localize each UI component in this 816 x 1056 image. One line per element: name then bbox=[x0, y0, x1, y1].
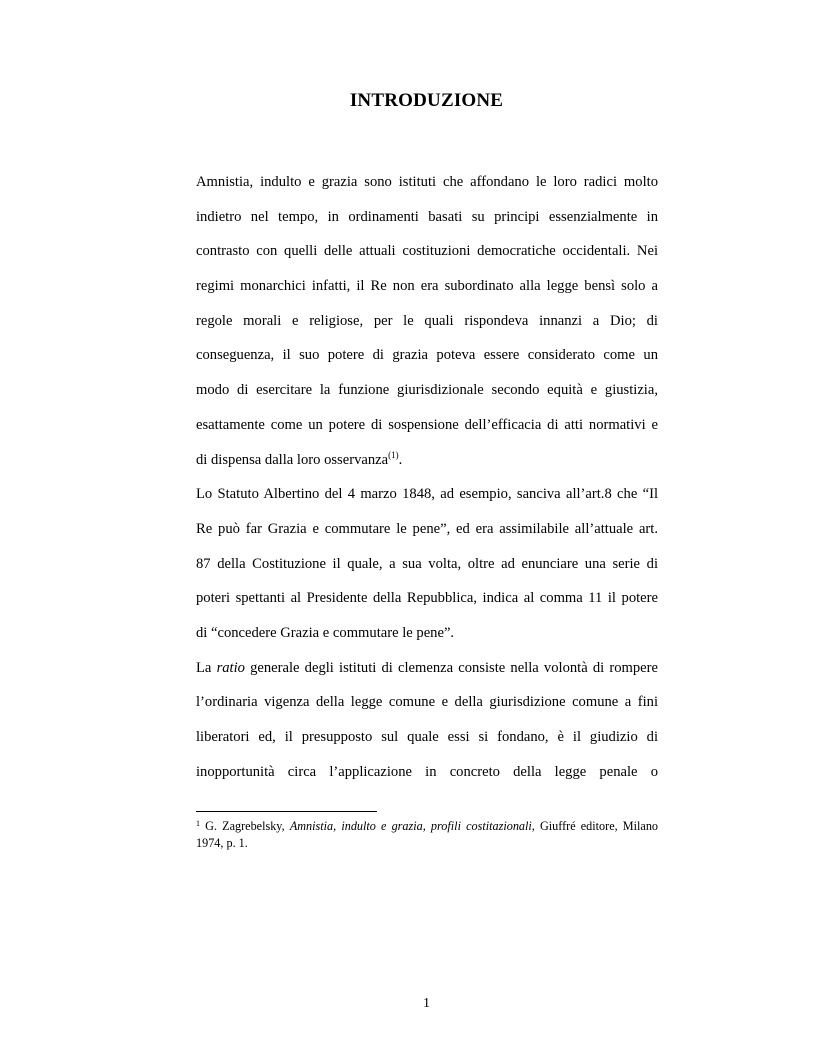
text-line: contrasto con quelli delle attuali costituzioni democratiche occidentali. Nei bbox=[196, 243, 658, 260]
text-line: Lo Statuto Albertino del 4 marzo 1848, ad esempio, sanciva all’art.8 che “Il bbox=[196, 486, 658, 503]
body-text bbox=[196, 165, 658, 789]
text-fragment: generale degli istituti di clemenza consiste nella volontà di rompere bbox=[250, 659, 658, 676]
text-fragment: di dispensa dalla loro osservanza bbox=[196, 451, 389, 468]
text-line: indietro nel tempo, in ordinamenti basati su principi essenzialmente in bbox=[196, 208, 658, 225]
text-fragment: La bbox=[196, 659, 212, 676]
text-line: esattamente come un potere di sospensione dell’efficacia di atti normativi e bbox=[196, 416, 658, 433]
footnote-number: 1 bbox=[196, 819, 200, 828]
footnote-divider bbox=[196, 811, 377, 812]
text-line: l’ordinaria vigenza della legge comune e della giurisdizione comune a fini bbox=[196, 694, 658, 711]
text-line bbox=[196, 651, 658, 686]
text-line: poteri spettanti al Presidente della Repubblica, indica al comma 11 il potere bbox=[196, 590, 658, 607]
italic-term: ratio bbox=[216, 659, 245, 676]
footnote-publisher: , Giuffré editore, Milano bbox=[531, 819, 658, 833]
footnote bbox=[196, 818, 658, 852]
page-title: INTRODUZIONE bbox=[349, 90, 504, 111]
text-line: inopportunità circa l’applicazione in concreto della legge penale o bbox=[196, 763, 658, 780]
page-number: 1 bbox=[423, 996, 430, 1011]
text-line: Amnistia, indulto e grazia sono istituti che affondano le loro radici molto bbox=[196, 174, 658, 190]
text-line: liberatori ed, il presupposto sul quale essi si fondano, è il giudizio di bbox=[196, 729, 658, 745]
footnote-line: 1974, p. 1. bbox=[196, 836, 248, 850]
text-line: regimi monarchici infatti, il Re non era subordinato alla legge bensì solo a bbox=[196, 278, 658, 295]
text-line: regole morali e religiose, per le quali rispondeva innanzi a Dio; di bbox=[196, 312, 658, 329]
footnote-line bbox=[196, 818, 658, 835]
text-line bbox=[196, 443, 658, 478]
text-fragment: . bbox=[398, 451, 403, 468]
footnote-title: Amnistia, indulto e grazia, profili costitazionali bbox=[289, 819, 532, 833]
text-line: Re può far Grazia e commutare le pene”, ed era assimilabile all’attuale art. bbox=[196, 520, 658, 537]
footnote-reference: (1) bbox=[388, 449, 399, 460]
text-line: conseguenza, il suo potere di grazia poteva essere considerato come un bbox=[196, 347, 658, 364]
text-line: di “concedere Grazia e commutare le pene”. bbox=[196, 624, 455, 641]
footnote-author: G. Zagrebelsky, bbox=[205, 819, 285, 833]
text-line: modo di esercitare la funzione giurisdizionale secondo equità e giustizia, bbox=[196, 382, 658, 399]
text-line: 87 della Costituzione il quale, a sua volta, oltre ad enunciare una serie di bbox=[196, 555, 658, 572]
